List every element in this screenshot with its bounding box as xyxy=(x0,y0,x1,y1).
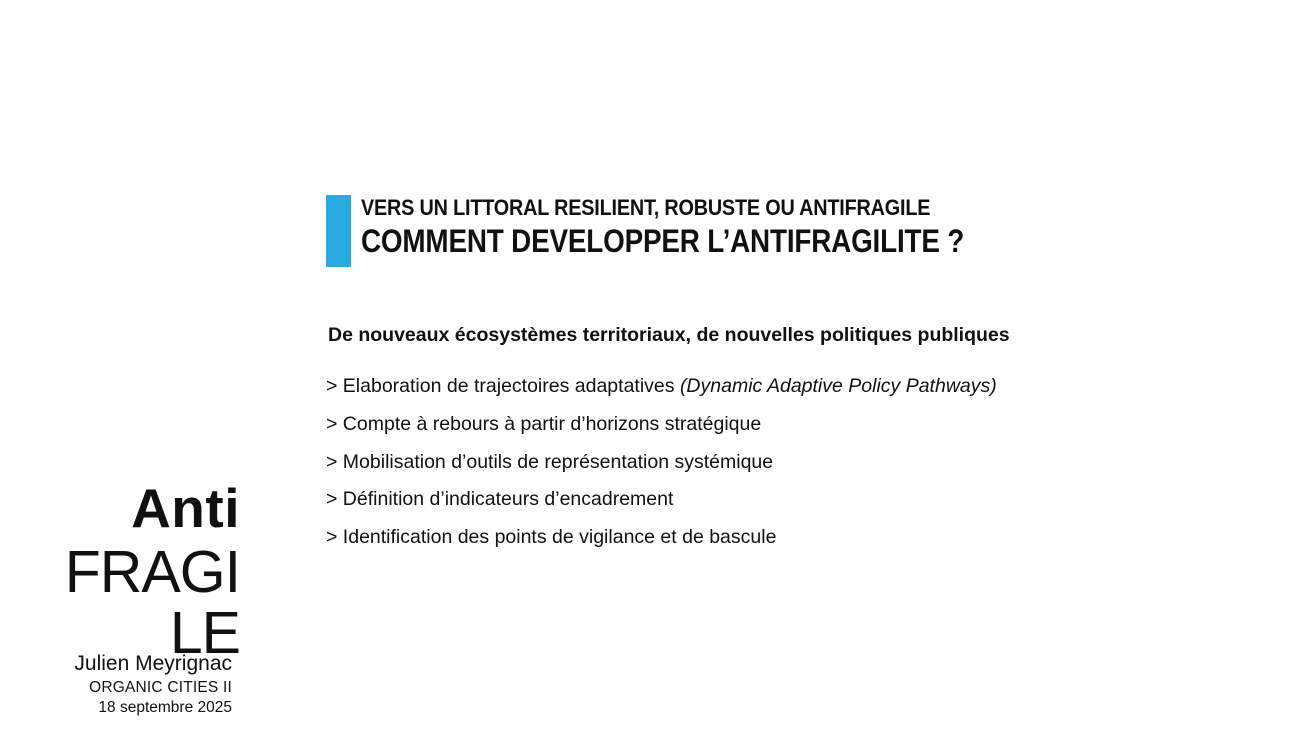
author-name: Julien Meyrignac xyxy=(74,652,232,675)
bullet-text: > Identification des points de vigilance et de bascule xyxy=(326,526,777,549)
logo-meta xyxy=(20,651,232,718)
logo-word-anti: Anti xyxy=(131,477,240,539)
logo-word-fragi: FRAGI xyxy=(64,539,240,605)
logo-word-le: LE xyxy=(169,600,240,666)
slide-kicker: VERS UN LITTORAL RESILIENT, ROBUSTE OU ANTIFRAGILE xyxy=(361,195,931,220)
accent-bar xyxy=(326,195,351,267)
event-name: ORGANIC CITIES II xyxy=(89,679,232,696)
bullet-text: > Mobilisation d’outils de représentation systémique xyxy=(326,450,774,473)
bullet-text: > Elaboration de trajectoires adaptatives xyxy=(326,375,680,397)
bullet-list xyxy=(326,368,997,557)
bullet-text: > Définition d’indicateurs d’encadrement xyxy=(326,488,674,511)
bullet-item xyxy=(326,368,997,406)
section-intro: De nouveaux écosystèmes territoriaux, de nouvelles politiques publiques xyxy=(328,324,1010,346)
header-text xyxy=(361,194,1054,258)
slide-title: COMMENT DEVELOPPER L’ANTIFRAGILITE ? xyxy=(361,223,965,259)
event-date: 18 septembre 2025 xyxy=(98,699,232,716)
bullet-item xyxy=(326,519,997,557)
bullet-item xyxy=(326,481,997,519)
bullet-text: > Compte à rebours à partir d’horizons stratégique xyxy=(326,412,762,435)
bullet-text-italic: (Dynamic Adaptive Policy Pathways) xyxy=(679,375,997,397)
bullet-item xyxy=(326,444,997,482)
bullet-item xyxy=(326,406,997,444)
